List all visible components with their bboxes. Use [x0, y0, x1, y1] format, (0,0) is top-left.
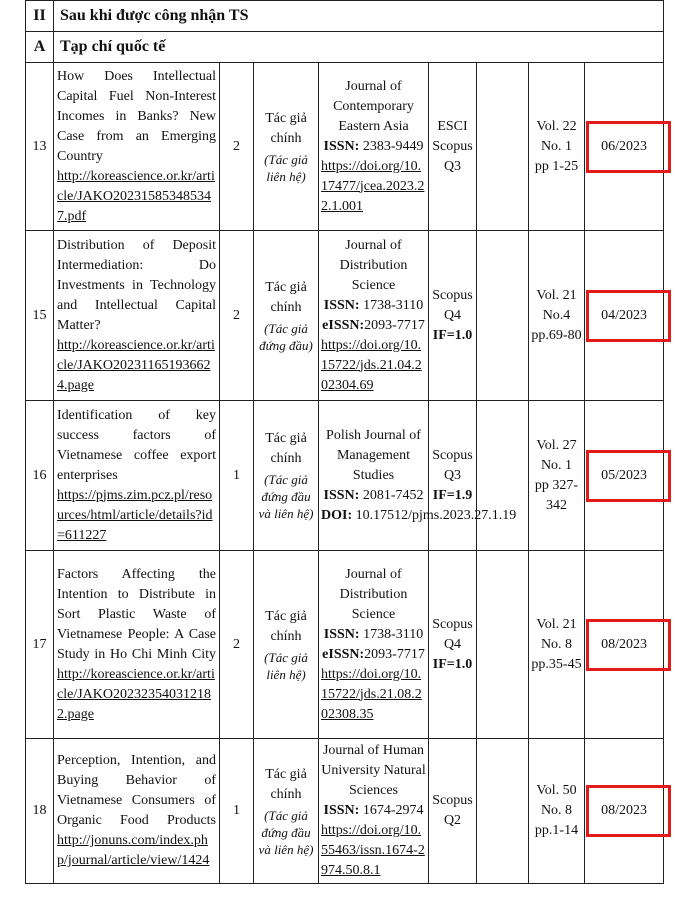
author-role: Tác giả chính — [265, 431, 307, 466]
pages: pp.1-14 — [534, 823, 579, 838]
index-name: Scopus — [432, 287, 473, 303]
row-number: 17 — [26, 551, 54, 739]
row-number: 13 — [26, 63, 54, 231]
paper-title: Factors Affecting the Intention to Distribute in Sort Plastic Waste of Vietnamese People: A Case Study in Ho Chi Minh City — [57, 566, 216, 662]
author-role: Tác giả chính — [265, 766, 307, 802]
impact-factor: IF=1.9 — [432, 487, 473, 503]
volume: Vol. 21 — [536, 616, 577, 632]
publish-date: 08/2023 — [601, 803, 647, 818]
issn-line — [321, 296, 426, 316]
author-role-note: (Tác giả đứng đầu và liên hệ) — [258, 472, 314, 521]
doi-value: 10.17512/pjms.2023.27.1.19 — [355, 507, 517, 523]
paper-cell — [54, 401, 220, 551]
author-role-cell — [254, 739, 319, 884]
author-count: 2 — [220, 231, 254, 401]
volume-cell — [529, 551, 585, 739]
index-name: Scopus — [432, 793, 473, 808]
paper-link[interactable]: https://pjms.zim.pcz.pl/resources/html/article/details?id=611227 — [57, 487, 213, 543]
issn-line — [321, 137, 426, 157]
section-row-after-phd — [26, 1, 664, 32]
journal-name: Journal of Distribution Science — [339, 566, 408, 622]
index-name: Scopus — [432, 616, 473, 632]
publication-row — [26, 63, 664, 231]
empty-cell — [477, 739, 529, 884]
pages: pp.69-80 — [531, 327, 582, 343]
index-quartile: Q2 — [443, 813, 462, 828]
date-cell — [585, 739, 664, 884]
publication-row — [26, 231, 664, 401]
author-role-note: (Tác giả đứng đầu) — [259, 320, 313, 353]
author-count: 1 — [220, 739, 254, 884]
doi-line — [321, 506, 517, 526]
paper-title: Perception, Intention, and Buying Behavior of Vietnamese Consumers of Organic Food Products — [57, 753, 216, 828]
doi-link[interactable]: https://doi.org/10.15722/jds.21.08.202308.35 — [321, 666, 422, 722]
pages: pp 1-25 — [534, 158, 579, 174]
doi-link[interactable]: https://doi.org/10.15722/jds.21.04.202304.69 — [321, 337, 422, 393]
index-name: Scopus — [432, 447, 473, 463]
row-number: 16 — [26, 401, 54, 551]
publication-table — [25, 0, 664, 884]
journal-name: Polish Journal of Management Studies — [326, 427, 421, 483]
author-role-note: (Tác giả liên hệ) — [264, 649, 308, 682]
paper-link[interactable]: http://jonuns.com/index.php/journal/article/view/1424 — [57, 833, 210, 868]
doi-link[interactable]: https://doi.org/10.55463/issn.1674-2974.50.8.1 — [321, 823, 425, 878]
journal-cell — [319, 551, 429, 739]
index-cell — [429, 739, 477, 884]
issn-label: ISSN: — [323, 626, 360, 642]
author-role-cell — [254, 231, 319, 401]
date-cell — [585, 401, 664, 551]
issue: No. 1 — [540, 138, 573, 154]
empty-cell — [477, 63, 529, 231]
paper-cell — [54, 739, 220, 884]
index-cell — [429, 401, 477, 551]
publish-date: 08/2023 — [601, 636, 647, 652]
author-role: Tác giả chính — [265, 110, 307, 146]
empty-cell — [477, 401, 529, 551]
volume: Vol. 27 — [536, 437, 577, 453]
issn-value: 1738-3110 — [363, 626, 424, 642]
index-name: ESCI — [437, 118, 468, 134]
issn-line — [321, 625, 426, 645]
volume: Vol. 22 — [536, 118, 577, 134]
publication-row — [26, 739, 664, 884]
issn-value: 2383-9449 — [362, 138, 424, 154]
index-cell — [429, 551, 477, 739]
author-role: Tác giả chính — [265, 279, 307, 315]
paper-link[interactable]: http://koreascience.or.kr/article/JAKO202323540312182.page — [57, 666, 215, 722]
pages: pp 327-342 — [534, 477, 579, 513]
empty-cell — [477, 231, 529, 401]
author-count: 2 — [220, 551, 254, 739]
issn-label: ISSN: — [323, 297, 360, 313]
journal-cell — [319, 63, 429, 231]
issue: No. 1 — [540, 457, 573, 473]
volume-cell — [529, 739, 585, 884]
index-cell — [429, 231, 477, 401]
paper-title: How Does Intellectual Capital Fuel Non-Interest Incomes in Banks? New Case from an Emerging Country — [57, 68, 216, 164]
volume: Vol. 21 — [536, 287, 577, 303]
paper-link[interactable]: http://koreascience.or.kr/article/JAKO202315853485347.pdf — [57, 168, 215, 224]
author-role-note: (Tác giả đứng đầu và liên hệ) — [258, 807, 314, 857]
impact-factor: IF=1.0 — [432, 656, 473, 672]
issue: No. 8 — [540, 636, 573, 652]
volume-cell — [529, 401, 585, 551]
eissn-value: 2093-7717 — [364, 317, 425, 333]
doi-label: DOI: — [321, 507, 353, 523]
author-role: Tác giả chính — [265, 608, 307, 644]
publish-date: 04/2023 — [601, 307, 647, 323]
issn-value: 2081-7452 — [362, 487, 424, 503]
date-cell — [585, 63, 664, 231]
issue: No. 8 — [540, 803, 573, 818]
journal-name: Journal of Distribution Science — [339, 237, 408, 293]
issue: No.4 — [542, 307, 571, 323]
pages: pp.35-45 — [531, 656, 582, 672]
paper-cell — [54, 63, 220, 231]
eissn-label: eISSN: — [322, 317, 365, 333]
eissn-line — [321, 316, 426, 336]
publication-row — [26, 551, 664, 739]
paper-title: Identification of key success factors of Vietnamese coffee export enterprises — [57, 407, 216, 483]
section-number: II — [26, 1, 54, 32]
journal-cell — [319, 739, 429, 884]
index-quartile: Q4 — [443, 307, 462, 323]
eissn-label: eISSN: — [322, 646, 365, 662]
author-role-cell — [254, 551, 319, 739]
section-label: Sau khi được công nhận TS — [54, 1, 664, 32]
issn-label: ISSN: — [323, 487, 360, 503]
row-number: 18 — [26, 739, 54, 884]
volume-cell — [529, 231, 585, 401]
paper-link[interactable]: http://koreascience.or.kr/article/JAKO202311651936624.page — [57, 337, 215, 393]
author-count: 2 — [220, 63, 254, 231]
volume-cell — [529, 63, 585, 231]
index-quartile: Q4 — [443, 636, 462, 652]
journal-name: Journal of Contemporary Eastern Asia — [333, 78, 414, 134]
empty-cell — [477, 551, 529, 739]
author-count: 1 — [220, 401, 254, 551]
date-cell — [585, 551, 664, 739]
paper-cell — [54, 231, 220, 401]
issn-label: ISSN: — [323, 803, 360, 818]
index-quartile: Q3 — [443, 467, 462, 483]
index-cell — [429, 63, 477, 231]
section-row-international-journals — [26, 32, 664, 63]
publish-date: 06/2023 — [601, 138, 647, 154]
row-number: 15 — [26, 231, 54, 401]
section-label: Tạp chí quốc tế — [54, 32, 664, 63]
issn-line — [321, 486, 426, 506]
impact-factor: IF=1.0 — [432, 327, 473, 343]
author-role-cell — [254, 63, 319, 231]
issn-label: ISSN: — [323, 138, 360, 154]
journal-cell — [319, 231, 429, 401]
author-role-cell — [254, 401, 319, 551]
journal-name: Journal of Human University Natural Sciences — [321, 743, 426, 798]
eissn-line — [321, 645, 426, 665]
paper-cell — [54, 551, 220, 739]
issn-line — [321, 801, 426, 821]
section-number: A — [26, 32, 54, 63]
issn-value: 1674-2974 — [362, 803, 424, 818]
paper-title: Distribution of Deposit Intermediation: Do Investments in Technology and Intellectual Capital Matter? — [57, 237, 216, 333]
publication-row — [26, 401, 664, 551]
date-cell — [585, 231, 664, 401]
publish-date: 05/2023 — [601, 467, 647, 483]
volume: Vol. 50 — [536, 783, 577, 798]
issn-value: 1738-3110 — [363, 297, 424, 313]
eissn-value: 2093-7717 — [364, 646, 425, 662]
doi-link[interactable]: https://doi.org/10.17477/jcea.2023.22.1.001 — [321, 158, 425, 214]
index-quartile: Scopus Q3 — [432, 138, 473, 174]
author-role-note: (Tác giả liên hệ) — [264, 151, 308, 184]
